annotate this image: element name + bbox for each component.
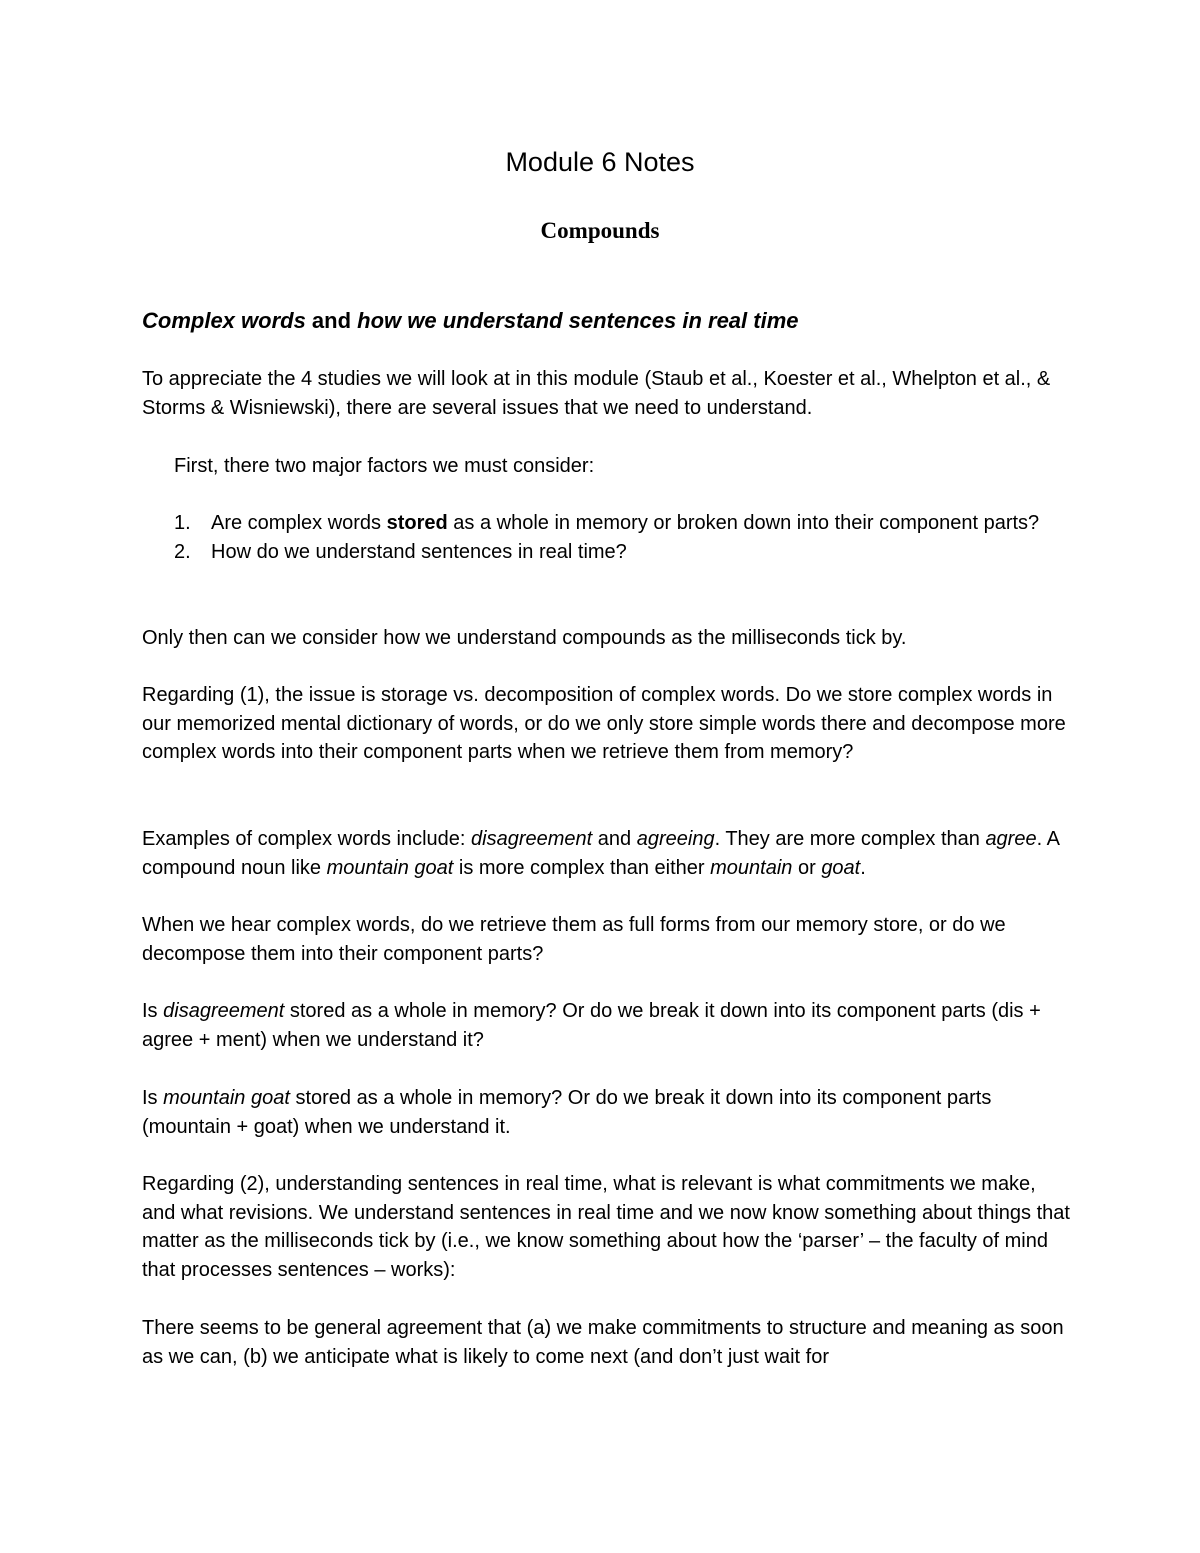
is-mountain-goat-paragraph: Is mountain goat stored as a whole in memory? Or do we break it down into its component parts (mountain + goat) when we understand it. [142, 1087, 992, 1138]
heading-part-complex-words: Complex words [142, 308, 306, 333]
list-number: 1. [174, 512, 191, 534]
regarding-1-paragraph: Regarding (1), the issue is storage vs. decomposition of complex words. Do we store complex words in our memorized mental dictionary of words, or do we only store simple words there and decompose more complex words into their component parts when we retrieve them from memory? [142, 684, 1066, 764]
agreement-paragraph: There seems to be general agreement that (a) we make commitments to structure and meaning as soon as we can, (b) we anticipate what is likely to come next (and don’t just wait for [142, 1317, 1064, 1368]
first-factors-line: First, there two major factors we must consider: [174, 455, 595, 477]
stored-emphasis: stored [386, 512, 448, 534]
section-heading [142, 305, 1092, 337]
page-title: Module 6 Notes [505, 147, 695, 177]
heading-part-and: and [305, 308, 358, 333]
section-subtitle: Compounds [540, 218, 660, 243]
when-we-hear-paragraph: When we hear complex words, do we retrieve them as full forms from our memory store, or do we decompose them into their component parts? [142, 914, 1006, 965]
list-number: 2. [174, 540, 191, 563]
factors-list [174, 509, 1064, 566]
intro-paragraph: To appreciate the 4 studies we will look at in this module (Staub et al., Koester et al., Whelpton et al., & Storms & Wisniewski), there are several issues that we need to understand. [142, 368, 1051, 419]
is-disagreement-paragraph: Is disagreement stored as a whole in memory? Or do we break it down into its component parts (dis + agree + ment) when we understand it? [142, 1000, 1041, 1051]
heading-part-real-time: how we understand sentences in real time [357, 308, 799, 333]
list-item: 2. How do we understand sentences in real time? [174, 538, 1064, 567]
list-item: 1. Are complex words stored as a whole in memory or broken down into their component parts? [174, 509, 1064, 538]
examples-paragraph: Examples of complex words include: disagreement and agreeing. They are more complex than agree. A compound noun like mountain goat is more complex than either mountain or goat. [142, 828, 1059, 879]
only-then-paragraph: Only then can we consider how we understand compounds as the milliseconds tick by. [142, 627, 907, 649]
regarding-2-paragraph: Regarding (2), understanding sentences in real time, what is relevant is what commitments we make, and what revisions. We understand sentences in real time and we now know something about things that matter as the milliseconds tick by (i.e., we know something about how the ‘parser’ – the faculty of mind that processes sentences – works): [142, 1173, 1070, 1281]
